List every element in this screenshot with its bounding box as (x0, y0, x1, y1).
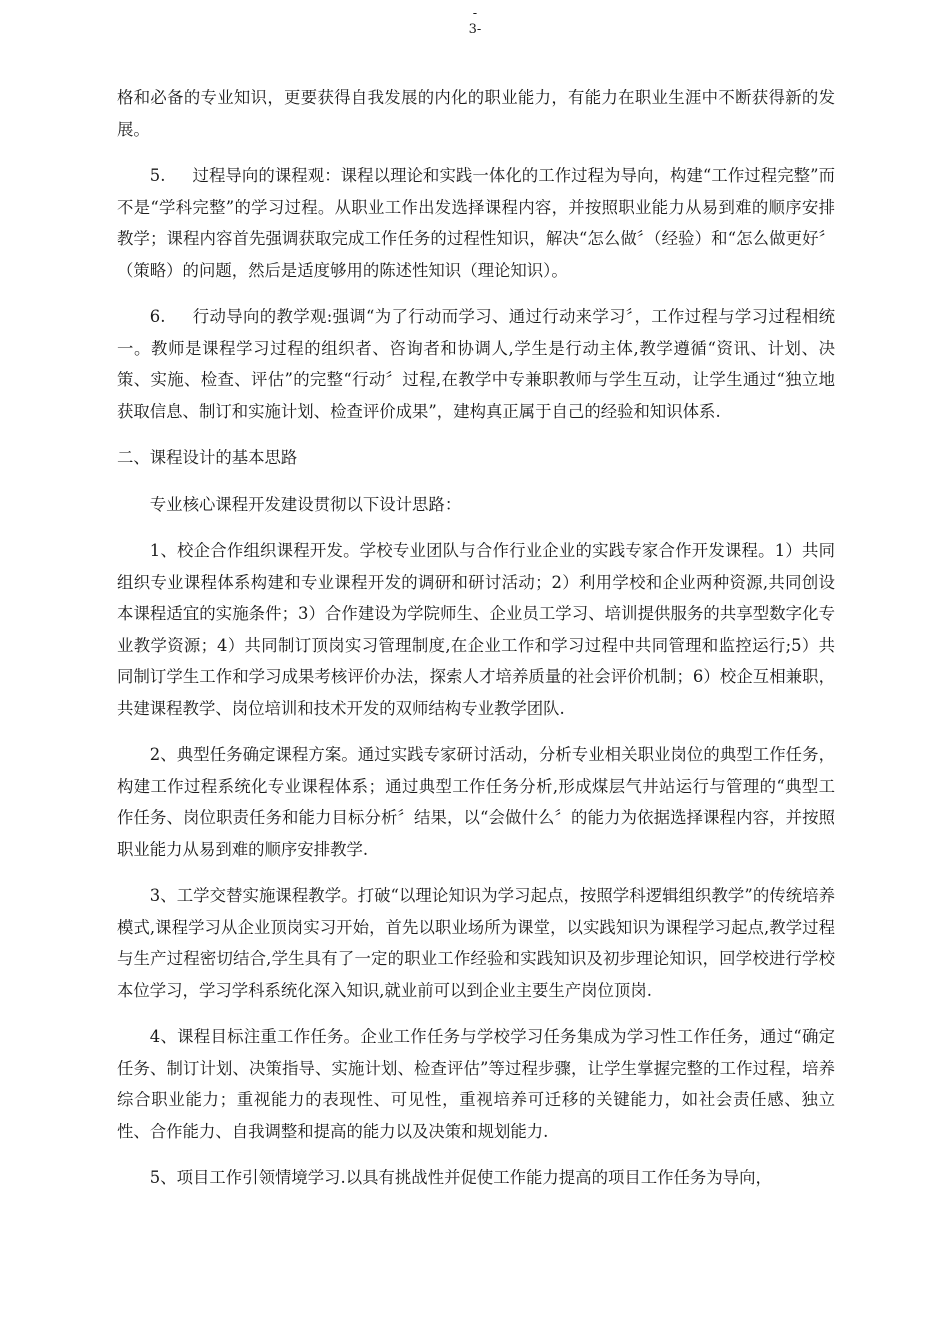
paragraph-text: 行动导向的教学观:强调“为了行动而学习、通过行动来学习〞，工作过程与学习过程相统一。教师是课程学习过程的组织者、咨询者和协调人,学生是行动主体,教学遵循“资讯、计划、决策、实施、检查、评估”的完整“行动〞过程,在教学中专兼职教师与学生互动，让学生通过“独立地获取信息、制订和实施计划、检查评价成果”，建构真正属于自己的经验和知识体系. (117, 307, 835, 421)
intro-paragraph: 专业核心课程开发建设贯彻以下设计思路： (149, 494, 462, 514)
paragraph-process-oriented (117, 160, 835, 286)
header-dash: - (472, 6, 478, 21)
paragraph-continuation: 格和必备的专业知识，更要获得自我发展的内化的职业能力，有能力在职业生涯中不断获得新的发展。 (117, 88, 835, 139)
list-item: 4、课程目标注重工作任务。企业工作任务与学校学习任务集成为学习性工作任务，通过“确定任务、制订计划、决策指导、实施计划、检查评估”等过程步骤，让学生掌握完整的工作过程，培养综合职业能力；重视能力的表现性、可见性，重视培养可迁移的关键能力，如社会责任感、独立性、合作能力、自我调整和提高的能力以及决策和规划能力. (117, 1027, 835, 1141)
list-item: 3、工学交替实施课程教学。打破“以理论知识为学习起点，按照学科逻辑组织教学”的传统培养模式,课程学习从企业顶岗实习开始，首先以职业场所为课堂，以实践知识为课程学习起点,教学过程与生产过程密切结合,学生具有了一定的职业工作经验和实践知识及初步理论知识，回学校进行学校本位学习，学习学科系统化深入知识,就业前可以到企业主要生产岗位顶岗. (117, 886, 835, 1000)
list-item: 2、典型任务确定课程方案。通过实践专家研讨活动，分析专业相关职业岗位的典型工作任务，构建工作过程系统化专业课程体系；通过典型工作任务分析,形成煤层气井站运行与管理的“典型工作任务、岗位职责任务和能力目标分析〞结果，以“会做什么〞的能力为依据选择课程内容，并按照职业能力从易到难的顺序安排教学. (117, 745, 835, 859)
page-number: 3- (468, 22, 482, 37)
paragraph-action-oriented (117, 301, 835, 427)
paragraph-number: 6. (149, 307, 166, 326)
page-header (0, 6, 950, 38)
document-body (117, 82, 835, 1209)
list-item: 5、项目工作引领情境学习.以具有挑战性并促使工作能力提高的项目工作任务为导向， (149, 1168, 772, 1187)
list-item: 1、校企合作组织课程开发。学校专业团队与合作行业企业的实践专家合作开发课程。1）共同组织专业课程体系构建和专业课程开发的调研和研讨活动；2）利用学校和企业两种资源,共同创设本课程适宜的实施条件；3）合作建设为学院师生、企业员工学习、培训提供服务的共享型数字化专业教学资源；4）共同制订顶岗实习管理制度,在企业工作和学习过程中共同管理和监控运行;5）共同制订学生工作和学习成果考核评价办法，探索人才培养质量的社会评价机制；6）校企互相兼职，共建课程教学、岗位培训和技术开发的双师结构专业教学团队. (117, 541, 835, 718)
section-heading: 二、课程设计的基本思路 (117, 448, 298, 467)
paragraph-number: 5. (149, 166, 166, 185)
paragraph-text: 过程导向的课程观：课程以理论和实践一体化的工作过程为导向，构建“工作过程完整”而不是“学科完整”的学习过程。从职业工作出发选择课程内容，并按照职业能力从易到难的顺序安排教学；课程内容首先强调获取完成工作任务的过程性知识，解决“怎么做〞（经验）和“怎么做更好〞（策略）的问题，然后是适度够用的陈述性知识（理论知识）。 (117, 166, 835, 280)
